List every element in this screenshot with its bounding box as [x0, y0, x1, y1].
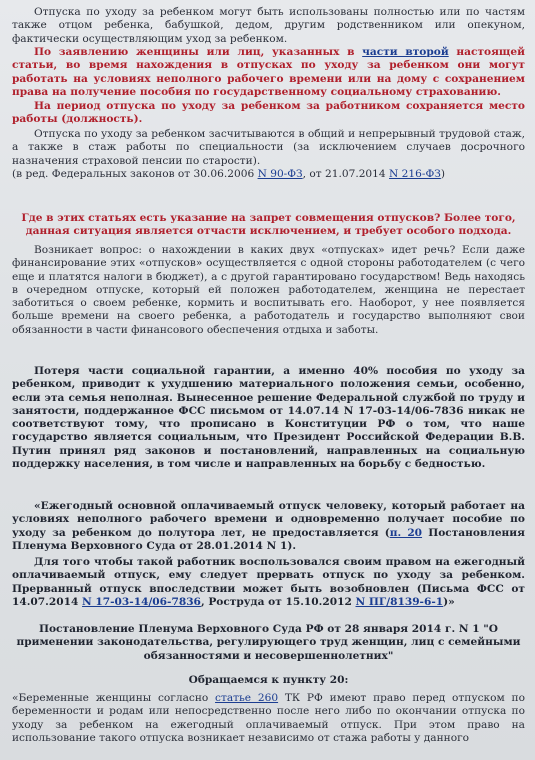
- resolution-heading: Постановление Пленума Верховного Суда РФ от 28 января 2014 г. N 1 "О применении законодательства, регулирующего труд женщин, лиц с семейными обязанностями и несовершеннолетних": [16, 623, 521, 662]
- link-rostrud-letter[interactable]: N ПГ/8139-6-1: [355, 595, 444, 608]
- paragraph-4-text: Отпуска по уходу за ребенком засчитываются в общий и непрерывный трудовой стаж, а также в стаж работы по специальности (за исключением случаев досрочного назначения страховой пенсии по старости).: [12, 128, 525, 167]
- paragraph-7-text: Для того чтобы такой работник воспользовался своим правом на ежегодный оплачиваемый отпуск, ему следует прервать отпуск по уходу за ребенком. Прерванный отпуск впоследствии может быть возобновлен (Письма ФСС от 14.07.2014: [12, 556, 525, 608]
- paragraph-2-part2: настоящей статьи, во время нахождения в отпусках по уходу за ребенком они могут работать на условиях неполного рабочего времени или на дому с сохранением права на получение пособия по государственному социальному страхованию.: [12, 46, 525, 98]
- quote-1-text: «Ежегодный основной оплачиваемый отпуск человеку, который работает на условиях неполного рабочего времени и одновременно получает пособие по уходу за ребенком до полутора лет, не предоставляется (: [12, 500, 525, 539]
- quote-2-prefix: «Беременные женщины согласно: [12, 692, 216, 704]
- paragraph-2: [12, 46, 525, 99]
- subheading: Обращаемся к пункту 20:: [188, 674, 349, 686]
- paragraph-4-note-prefix: (в ред. Федеральных законов от 30.06.2006: [12, 167, 258, 180]
- paragraph-4-note-mid: , от 21.07.2014: [302, 167, 390, 180]
- quote-1-suffix: Постановления Пленума Верховного Суда от 28.01.2014 N 1).: [12, 526, 525, 552]
- quote-1: [12, 500, 525, 553]
- paragraph-2-part1: По заявлению женщины или лиц, указанных в: [34, 46, 363, 58]
- paragraph-4: [12, 128, 525, 181]
- question-paragraph: Где в этих статьях есть указание на запрет совмещения отпусков? Более того, данная ситуация является отчасти исключением, и требует особого подхода.: [21, 212, 516, 238]
- paragraph-6: Потеря части социальной гарантии, а именно 40% пособия по уходу за ребенком, приводит к ухудшению материального положения семьи, особенно, если эта семья неполная. Вынесенное решение Федеральной службой по труду и занятости, поддержанное ФСС письмом от 14.07.14 N 17-03-14/06-7836 никак не соответствуют тому, что прописано в Конституции РФ о том, что наше государство является социальным, что Президент Российской Федерации В.В. Путин принял ряд законов и постановлений, направленных на социальную поддержку населения, в том числе и направленных на борьбу с бедностью.: [12, 365, 525, 471]
- paragraph-3: На период отпуска по уходу за ребенком за работником сохраняется место работы (должность).: [12, 100, 525, 126]
- link-216-fz[interactable]: N 216-ФЗ: [389, 167, 441, 180]
- quote-2: [12, 692, 525, 745]
- quote-2-text: ТК РФ имеют право перед отпуском по беременности и родам или непосредственно после него либо по окончании отпуска по уходу за ребенком на ежегодный оплачиваемый отпуск. При этом право на использование такого отпуска возникает независимо от стажа работы у данного: [12, 692, 525, 744]
- link-fss-letter[interactable]: N 17-03-14/06-7836: [82, 595, 201, 608]
- paragraph-7-mid: , Роструда от 15.10.2012: [200, 595, 356, 608]
- link-article-260[interactable]: статье 260: [215, 692, 279, 704]
- paragraph-7: [12, 556, 525, 609]
- link-90-fz[interactable]: N 90-ФЗ: [257, 167, 303, 180]
- paragraph-1: Отпуска по уходу за ребенком могут быть использованы полностью или по частям также отцом ребенка, бабушкой, дедом, другим родственником или опекуном, фактически осуществляющим уход за ребенком.: [12, 6, 525, 45]
- link-p20[interactable]: п. 20: [389, 526, 423, 539]
- paragraph-5: Возникает вопрос: о нахождении в каких двух «отпусках» идет речь? Если даже финансирование этих «отпусков» осуществляется с одной стороны работодателем (с чего еще и платятся налоги в бюджет), а с другой гарантировано государством! Ведь находясь в очередном отпуске, который ей положен работодателем, женщина не перестает заботиться о своем ребенке, кормить и воспитывать его. Наоборот, у нее появляется больше времени на своего ребенка, а работодатель и государство выполняют свои обязанности в части финансового обеспечения отдыха и заботы.: [12, 244, 525, 336]
- paragraph-7-suffix: )»: [443, 595, 455, 608]
- paragraph-4-note-suffix: ): [440, 167, 446, 180]
- link-part-two[interactable]: части второй: [362, 46, 449, 58]
